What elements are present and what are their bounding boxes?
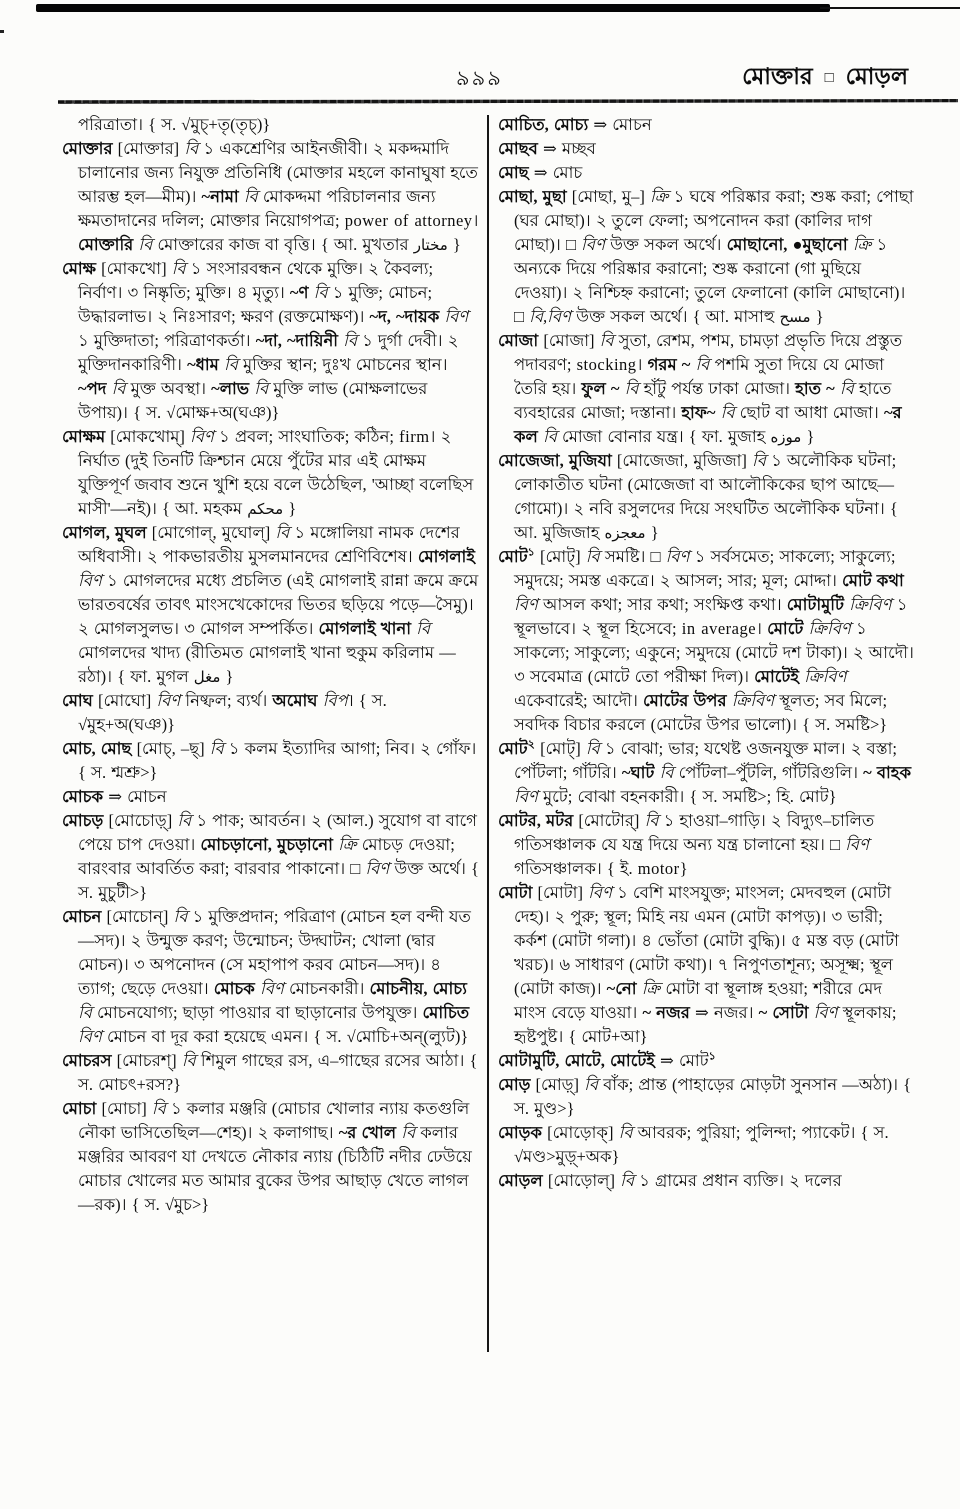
dictionary-entry xyxy=(498,113,918,137)
scan-artifact-top-line xyxy=(820,7,960,9)
entry-text: ~নো xyxy=(606,979,637,998)
entry-text: [মোড়োল্] xyxy=(542,1171,621,1190)
entry-text: বিণ xyxy=(588,883,612,902)
entry-text: বি xyxy=(209,739,224,758)
entry-text: ~র খোল xyxy=(338,1123,397,1142)
headword: মোছ xyxy=(498,163,529,182)
entry-text: মোগলদের খাদ্য (রীতিমত মোগলাই খানা হুকুম করিলাম —রঠা)। { ফা. মুগল xyxy=(78,643,456,686)
entry-text: [মোচরশ্] xyxy=(111,1051,182,1070)
dictionary-entry xyxy=(498,449,918,545)
entry-text: বি xyxy=(173,907,188,926)
entry-text: গতিসঞ্চালক। { ই. xyxy=(514,859,638,878)
headword: মোক্ষ xyxy=(62,259,97,278)
entry-text: মোচক xyxy=(213,979,255,998)
dictionary-entry xyxy=(62,809,480,905)
dictionary-entry xyxy=(498,1169,918,1193)
entry-text: [মোচা] xyxy=(96,1099,152,1118)
entry-text: কলার মঞ্জরির আবরণ যা দেখতে নৌকার ন্যায় (চিঠিটি নদীর ঢেউয়ে মোচার খোলের মত আমার বুকের উপর আছাড় খেতে লাগল—রক)। { স. √মুচ>} xyxy=(78,1123,472,1214)
entry-text: ক্রিবিণ xyxy=(849,595,892,614)
headword: মোটর, মটর xyxy=(498,811,574,830)
entry-text: । ২ নির্ঘাত (দুই তিনটি ক্রিশ্চান মেয়ে পুঁটের মার এই মোক্ষম যুক্তিপূর্ণ জবাব শুনে খুশি হয়ে বলে উঠেছিল, 'আচ্ছা বলেছিস মাসী'—নই)। { আ. মহকম xyxy=(78,427,474,518)
entry-text: [মোড়্] xyxy=(530,1075,585,1094)
entry-text: [মোগোল্, মুঘোল্] xyxy=(146,523,276,542)
entry-text: } xyxy=(679,859,688,878)
headword: মোটা xyxy=(498,883,533,902)
entry-text: বিণ xyxy=(581,235,605,254)
headword: মোচক xyxy=(62,787,104,806)
guide-word-left: মোক্তার xyxy=(742,64,813,89)
entry-text: উক্ত সকল অর্থে। { আ. মাসাহু xyxy=(571,307,780,326)
dictionary-entry xyxy=(498,1121,918,1169)
entry-text: বিণ xyxy=(813,1003,838,1022)
entry-text: } xyxy=(447,235,461,254)
column-divider xyxy=(487,115,489,1352)
entry-text: মোক্তারি xyxy=(78,235,134,254)
entry-text: একেবারেই; আদৌ। xyxy=(514,691,643,710)
entry-text: ১ মঙ্গোলিয়া নামক দেশের অধিবাসী। ২ পাকভারতীয় মুসলমানদের শ্রেণিবিশেষ। xyxy=(78,523,460,566)
entry-text: সুতা, রেশম, পশম, চামড়া প্রভৃতি দিয়ে প্রস্তুত পদাবরণ; xyxy=(514,331,903,374)
entry-text: মোকদ্দমা পরিচালনার জন্য ক্ষমতাদানের দলিল; মোক্তার নিয়োগপত্র; xyxy=(78,187,436,230)
entry-text: ১ স্থূলভাবে। ২ স্থূল হিসেবে; xyxy=(514,595,908,638)
entry-text: উক্ত সকল অর্থে। xyxy=(604,235,727,254)
entry-text: আসল কথা; সার কথা; সংক্ষিপ্ত কথা। xyxy=(537,595,787,614)
headword: মোট xyxy=(498,739,528,758)
entry-text: বি xyxy=(585,547,600,566)
entry-text: ~দ, ~দায়ক xyxy=(369,307,440,326)
headword: মোচরস xyxy=(62,1051,112,1070)
entry-text: বি xyxy=(542,427,557,446)
entry-text: হাতে ব্যবহারের মোজা; দস্তানা। xyxy=(514,379,892,422)
headword: মোড়ক xyxy=(498,1123,542,1142)
headword: মোছব xyxy=(498,139,538,158)
entry-text: বি xyxy=(138,235,153,254)
dictionary-entry xyxy=(498,545,918,737)
entry-text: বি xyxy=(752,451,766,470)
guide-words xyxy=(742,58,908,97)
entry-text: ১ সংসারবন্ধন থেকে মুক্তি। ২ কৈবল্য; নির্বাণ। ৩ নিষ্কৃতি; মুক্তি। ৪ মৃত্যু। xyxy=(78,259,434,302)
entry-text: ১ প্রবল; সাংঘাতিক; কঠিন; xyxy=(213,427,400,446)
entry-text: স্থূলকায়; হৃষ্টপুষ্ট। { মোট+আ} xyxy=(514,1003,897,1046)
entry-text: নিষ্ফল; ব্যর্থ। xyxy=(180,691,273,710)
entry-text: موزه xyxy=(770,428,802,446)
headword: মোঘ xyxy=(62,691,93,710)
entry-text: পশমি সুতা দিয়ে যে মোজা তৈরি হয়। xyxy=(514,355,885,398)
entry-text: ~ নজর xyxy=(642,1003,690,1022)
entry-text: বি xyxy=(243,187,258,206)
entry-text: মোগলাই xyxy=(417,547,475,566)
entry-text: বি xyxy=(599,331,614,350)
entry-text: বিণ xyxy=(444,307,469,326)
entry-text: মোটের উপর xyxy=(642,691,727,710)
dictionary-entry xyxy=(498,1049,918,1073)
entry-text: power of attorney xyxy=(344,211,473,230)
entry-text: ক্রিবিণ xyxy=(808,619,851,638)
page-header xyxy=(62,58,918,96)
entry-text: মোটা বা স্থূলাঙ্গ হওয়া; শরীরে মেদ মাংস বেড়ে যাওয়া। xyxy=(514,979,883,1022)
entry-text: বি xyxy=(78,1003,92,1022)
entry-text: ~র কল xyxy=(514,403,902,446)
text-columns xyxy=(62,113,918,1491)
entry-text: ⇒ মোচন xyxy=(103,787,167,806)
entry-text: মোচনীয়, মোচ্য xyxy=(369,979,467,998)
entry-text: বি xyxy=(620,1171,634,1190)
entry-text: ~ বাহক xyxy=(863,763,911,782)
dictionary-entry xyxy=(498,161,918,185)
entry-text: মোট কথা xyxy=(842,571,904,590)
headword: মোজেজা, মুজিযা xyxy=(498,451,612,470)
entry-text: হাফ~ xyxy=(681,403,716,422)
entry-text: হাঁটু পর্যন্ত ঢাকা মোজা। xyxy=(638,379,796,398)
headword: মোগল, মুঘল xyxy=(62,523,147,542)
dictionary-entry xyxy=(62,1097,480,1217)
entry-text: বি xyxy=(584,1075,598,1094)
entry-text: মোচনকারী। xyxy=(283,979,370,998)
entry-text: উক্ত অর্থে। { স. মুচুটী>} xyxy=(78,859,479,902)
entry-text: } xyxy=(810,307,824,326)
entry-text: firm xyxy=(399,427,430,446)
entry-text: মোগলাই খানা xyxy=(318,619,412,638)
headword: মোচিত, মোচ্য xyxy=(498,115,589,134)
entry-text: বি xyxy=(177,811,192,830)
page-number: ৯৯৯ xyxy=(456,66,503,90)
entry-text: বি xyxy=(416,619,431,638)
headword: মোটামুটি, মোটে, মোটেই xyxy=(498,1051,655,1070)
entry-text: বি xyxy=(275,523,290,542)
entry-text: বি xyxy=(223,355,238,374)
headword: মোচা xyxy=(62,1099,97,1118)
entry-text: ক্রি xyxy=(852,235,872,254)
headword: মোড়ল xyxy=(498,1171,543,1190)
entry-text: [মোটা] xyxy=(532,883,589,902)
entry-text: মোচড় দেওয়া; বারংবার আবর্তিত করা; বারবার পাকানো। □ xyxy=(78,835,455,878)
entry-text: বি xyxy=(254,379,269,398)
dictionary-entry xyxy=(62,113,480,137)
entry-text: হাত ~ xyxy=(795,379,835,398)
entry-text: । xyxy=(472,211,479,230)
entry-text: শিমুল গাছের রস, এ–গাছের রসের আঠা। { স. মোচৎ+রস?} xyxy=(78,1051,478,1094)
entry-text: পরিত্রাতা। { স. √মুচ্+তৃ(তৃচ্)} xyxy=(78,115,271,134)
entry-text: বি xyxy=(151,1099,166,1118)
headword: মোছা, মুছা xyxy=(498,187,567,206)
entry-text: বি xyxy=(343,331,358,350)
dictionary-entry xyxy=(62,137,480,257)
entry-text: বি xyxy=(839,379,854,398)
header-rule xyxy=(58,99,958,105)
entry-text: ~পদ xyxy=(78,379,107,398)
entry-text: মুছানো xyxy=(802,235,848,254)
entry-text: বি xyxy=(171,259,186,278)
entry-text: ~ণ xyxy=(289,283,309,302)
entry-text: ১ ঘষে পরিষ্কার করা; শুষ্ক করা; পোছা (ঘর মোছা)। ২ তুলে ফেলা; অপনোদন করা (কালির দাগ মোছা)। □ xyxy=(514,187,914,254)
dictionary-entry xyxy=(62,689,480,737)
entry-text: } xyxy=(220,667,234,686)
entry-text: মোছানো, xyxy=(726,235,788,254)
scan-artifact-top-bar xyxy=(36,4,830,12)
entry-text: } xyxy=(645,523,659,542)
entry-text: মোটামুটি xyxy=(786,595,845,614)
guide-word-right: মোড়ল xyxy=(845,64,908,89)
entry-text: বি xyxy=(313,283,328,302)
dictionary-entry xyxy=(498,1073,918,1121)
scan-artifact-speck xyxy=(0,30,4,33)
entry-text: ১ দুর্গা দেবী। ২ মুক্তিদানকারিণী। xyxy=(78,331,459,374)
entry-text: ১ বোঝা; ভার; যথেষ্ট ওজনযুক্ত মাল। ২ বস্তা; পোঁটলা; গাঁটরি। xyxy=(514,739,897,782)
entry-text: [মোটোর্] xyxy=(573,811,645,830)
entry-text: বিণ xyxy=(190,427,214,446)
entry-text: । xyxy=(756,619,768,638)
entry-text: ১ মুক্তি; মোচন; উদ্ধারলাভ। ২ নিঃসারণ; ক্ষরণ (রক্তমোক্ষণ)। xyxy=(78,283,433,326)
entry-text: [মোচ্, –ছ্] xyxy=(131,739,210,758)
entry-text: স্থূলত; সব মিলে; সবদিক বিচার করলে (মোটের উপর ভালো)। { স. সমষ্টি>} xyxy=(514,691,888,734)
entry-text: ক্রিবিণ xyxy=(731,691,775,710)
entry-text: [মোকখো] xyxy=(96,259,172,278)
entry-text: مسح xyxy=(779,308,811,326)
dictionary-entry xyxy=(62,785,480,809)
entry-text: মুক্তির স্থান; দুঃখ মোচনের স্থান। xyxy=(237,355,448,374)
entry-text: পোঁটলা–পুঁটলি, গাঁটরিগুলি। xyxy=(673,763,864,782)
entry-text: ~দা, ~দায়িনী xyxy=(255,331,339,350)
headword: মোজা xyxy=(498,331,539,350)
entry-text: [মোট্] xyxy=(534,547,586,566)
entry-text: [মোড়োক্] xyxy=(541,1123,619,1142)
entry-text: [মোছা, মু–] xyxy=(566,187,650,206)
entry-text: ১ অন্যকে দিয়ে পরিষ্কার করানো; শুষ্ক করানো (গা মুছিয়ে দেওয়া)। ২ নিশ্চিহ্ন করানো; তুলে ফেলানো (কালি মোছানো)। □ xyxy=(514,235,906,326)
headword: মোট xyxy=(498,547,528,566)
dictionary-entry xyxy=(62,905,480,1049)
entry-text: ১ গ্রামের প্রধান ব্যক্তি। ২ দলের xyxy=(634,1171,842,1190)
entry-text: বিণ xyxy=(78,1027,102,1046)
entry-text: বিণ xyxy=(845,835,869,854)
dictionary-entry xyxy=(62,1049,480,1097)
entry-text: মোটে xyxy=(767,619,804,638)
entry-text: মুটে; বোঝা বহনকারী। { স. সমষ্টি>; হি. মোট} xyxy=(537,787,837,806)
entry-text: ~ সোটা xyxy=(758,1003,809,1022)
entry-text: বি xyxy=(659,763,674,782)
entry-text: ক্রি xyxy=(641,979,661,998)
dictionary-entry xyxy=(62,737,480,785)
entry-text: } xyxy=(283,499,297,518)
entry-text: مختار xyxy=(413,236,448,254)
entry-text: । xyxy=(636,355,648,374)
square-separator-icon: □ xyxy=(824,70,834,86)
entry-text: [মোজেজা, মুজিজা] xyxy=(611,451,753,470)
right-column xyxy=(498,113,918,1193)
dictionary-entry xyxy=(498,881,918,1049)
entry-text: محكم xyxy=(247,500,284,518)
entry-text: ১ মোগলদের মধ্যে প্রচলিত (এই মোগলাই রান্না ক্রমে ক্রমে ভারতবর্ষের তাবৎ মাংসখেকোদের ভিতর ছড়িয়ে পড়ে—সৈমু)। ২ মোগলসুলভ। ৩ মোগল সম্পর্কিত। xyxy=(78,571,479,638)
entry-text: ১ বেশি মাংসযুক্ত; মাংসল; মেদবহুল (মোটা দেহ)। ২ পুরু; স্থূল; মিহি নয় এমন (মোটা কাপড়)। ৩ ভারী; কর্কশ (মোটা গলা)। ৪ ভোঁতা (মোটা বুদ্ধি)। ৫ মস্ত বড় (মোটা খরচ)। ৬ সাধারণ (মোটা কথা)। ৭ নিপুণতাশূন্য; অসূক্ষ্ম; স্থূল (মোটা কাজ)। xyxy=(514,883,899,998)
entry-text: আবরক; পুরিয়া; পুলিন্দা; প্যাকেট। { স. √মণ্ড>মুড়্+অক} xyxy=(514,1123,889,1166)
entry-text: ~নামা xyxy=(201,187,239,206)
entry-text: ১ কলার মঞ্জরি (মোচার খোলার ন্যায় কতগুলি নৌকা ভাসিতেছিল—শেহ)। ২ কলাগাছ। xyxy=(78,1099,470,1142)
entry-text: মোচনযোগ্য; ছাড়া পাওয়ার বা ছাড়ানোর উপযুক্ত। xyxy=(91,1003,423,1022)
dictionary-entry xyxy=(498,809,918,881)
entry-text: বিণ xyxy=(514,787,538,806)
entry-text: বি xyxy=(111,379,126,398)
entry-text: ফুল ~ xyxy=(581,379,620,398)
entry-text: ১ সাকল্যে; সাকুল্যে; একুনে; সমুদয়ে (মোটে দশ টাকা)। ২ আদৌ। ৩ সবেমাত্র (মোটে তো পরীক্ষা দিল)। xyxy=(514,619,914,686)
entry-text: in average xyxy=(681,619,757,638)
entry-text: ⇒ মোচন xyxy=(588,115,652,134)
entry-text: [মোকখোম্] xyxy=(105,427,191,446)
entry-text: ⇒ নজর। xyxy=(689,1003,759,1022)
entry-text: বিপ xyxy=(322,691,348,710)
entry-text: ১ সর্বসমেত; সাকল্যে; সাকুল্যে; সমুদয়ে; সমস্ত একত্রে। ২ আসল; সার; মূল; মোদ্দা। xyxy=(514,547,896,590)
entry-text: বি xyxy=(624,379,639,398)
entry-text: সমষ্টি। □ xyxy=(599,547,666,566)
entry-text: মুক্ত অবস্থা। xyxy=(125,379,212,398)
headword: মোক্ষম xyxy=(62,427,106,446)
entry-text: ~লাভ xyxy=(211,379,250,398)
headword: মোচন xyxy=(62,907,102,926)
entry-text: مغل xyxy=(193,668,221,686)
entry-text: stocking xyxy=(576,355,637,374)
entry-text: ⇒ মচ্ছব xyxy=(537,139,596,158)
entry-text: ⇒ মোচ xyxy=(528,163,583,182)
entry-text: } xyxy=(801,427,815,446)
dictionary-entry xyxy=(62,425,480,521)
entry-text: ক্রি xyxy=(649,187,669,206)
entry-text: মোচড়ানো, মুচড়ানো xyxy=(200,835,333,854)
entry-text: বিণ xyxy=(78,571,102,590)
left-column xyxy=(62,113,480,1217)
entry-text: [মোক্তার] xyxy=(112,139,185,158)
dictionary-entry xyxy=(498,737,918,809)
entry-text: বি xyxy=(644,811,659,830)
entry-text: ১ হাওয়া–গাড়ি। ২ বিদ্যুৎ–চালিত গতিসঞ্চালক যে যন্ত্র দিয়ে অন্য যন্ত্র চালানো হয়। □ xyxy=(514,811,875,854)
entry-text: ১ একশ্রেণির আইনজীবী। ২ মকদ্দমাদি চালানোর জন্য নিযুক্ত প্রতিনিধি (মোক্তার মহলে কানাঘুষা হতে আরম্ভ হল—মীম)। xyxy=(78,139,478,206)
entry-text: ১ xyxy=(527,546,535,559)
entry-text: ~ঘাট xyxy=(621,763,655,782)
entry-text: ছোট বা আধা মোজা। xyxy=(734,403,884,422)
entry-text: ১ মুক্তিদাতা; পরিত্রাণকর্তা। xyxy=(78,331,256,350)
headword: মোক্তার xyxy=(62,139,113,158)
dictionary-entry xyxy=(498,329,918,449)
entry-text: ● xyxy=(787,235,803,254)
entry-text: বি xyxy=(181,1051,196,1070)
entry-text: معجزه xyxy=(604,524,646,542)
entry-text: ক্রিবিণ xyxy=(804,667,847,686)
entry-text: [মোট্] xyxy=(534,739,586,758)
entry-text: ১ কলম ইত্যাদির আগা; নিব। ২ গোঁফ। { স. শ্মশ্রু>} xyxy=(78,739,477,782)
entry-text: ১ অলৌকিক ঘটনা; লোকাতীত ঘটনা (মোজেজা বা আলৌকিকের ছাপ আছে—গোমো)। ২ নবি রসুলদের দিয়ে সংঘটিত অলৌকিক ঘটনা। { আ. মুজিজাহ xyxy=(514,451,898,542)
entry-text: মোচিত xyxy=(422,1003,470,1022)
entry-text: ক্রি xyxy=(338,835,357,854)
entry-text: বি xyxy=(401,1123,416,1142)
entry-text: মুক্তি লাভ (মোক্ষলাভের উপায়)। { স. √মোক্ষ+অ(ঘঞ)} xyxy=(78,379,428,422)
entry-text: বি,বিণ xyxy=(529,307,572,326)
entry-text: বিণ xyxy=(665,547,690,566)
headword: মোড় xyxy=(498,1075,531,1094)
entry-text: বিণ xyxy=(156,691,181,710)
entry-text: motor xyxy=(637,859,680,878)
entry-text: বি xyxy=(585,739,600,758)
dictionary-entry xyxy=(498,137,918,161)
entry-text: মোটেই xyxy=(754,667,799,686)
entry-text: গরম ~ xyxy=(647,355,691,374)
entry-text: [মোঘো] xyxy=(92,691,157,710)
entry-text: ~ধাম xyxy=(187,355,219,374)
entry-text: ⇒ মোট xyxy=(654,1051,709,1070)
entry-text: [মোচোন্] xyxy=(101,907,174,926)
entry-text: বিণ xyxy=(365,859,390,878)
entry-text: । { স. √মুহ+অ(ঘঞ)} xyxy=(78,691,387,734)
headword: মোচড় xyxy=(62,811,104,830)
entry-text: ১ xyxy=(708,1050,716,1063)
entry-text: মোক্তারের কাজ বা বৃত্তি। { আ. মুখতার xyxy=(152,235,414,254)
dictionary-entry xyxy=(62,521,480,689)
entry-text: বাঁক; প্রান্ত (পাহাড়ের মোড়টা সুনসান —অঠা)। { স. মুণ্ড>} xyxy=(514,1075,912,1118)
entry-text: [মোচোড়্] xyxy=(103,811,178,830)
headword: মোচ, মোছ xyxy=(62,739,132,758)
dictionary-entry xyxy=(62,257,480,425)
entry-text: ২ xyxy=(527,738,535,751)
entry-text: বিণ xyxy=(259,979,284,998)
entry-text: বি xyxy=(184,139,199,158)
entry-text: [মোজা] xyxy=(538,331,600,350)
entry-text: বি xyxy=(695,355,710,374)
entry-text: বি xyxy=(720,403,735,422)
entry-text: অমোঘ xyxy=(272,691,318,710)
dictionary-entry xyxy=(498,185,918,329)
entry-text: মোচন বা দূর করা হয়েছে এমন। { স. √মোচি+অন্(ল্যুট)} xyxy=(101,1027,469,1046)
entry-text: মোজা বোনার যন্ত্র। { ফা. মুজাহ xyxy=(556,427,771,446)
entry-text: ১ পাক; আবর্তন। ২ (আল.) সুযোগ বা বাগে পেয়ে চাপ দেওয়া। xyxy=(78,811,477,854)
entry-text: বি xyxy=(618,1123,633,1142)
entry-text: ১ মুক্তিপ্রদান; পরিত্রাণ (মোচন হল বন্দী যত—সদ)। ২ উন্মুক্ত করণ; উন্মোচন; উদ্ঘাটন; খোলা (দ্বার মোচন)। ৩ অপনোদন (সে মহাপাপ করব মোচন—সদ)। ৪ ত্যাগ; ছেড়ে দেওয়া। xyxy=(78,907,471,998)
entry-text: বিণ xyxy=(514,595,538,614)
